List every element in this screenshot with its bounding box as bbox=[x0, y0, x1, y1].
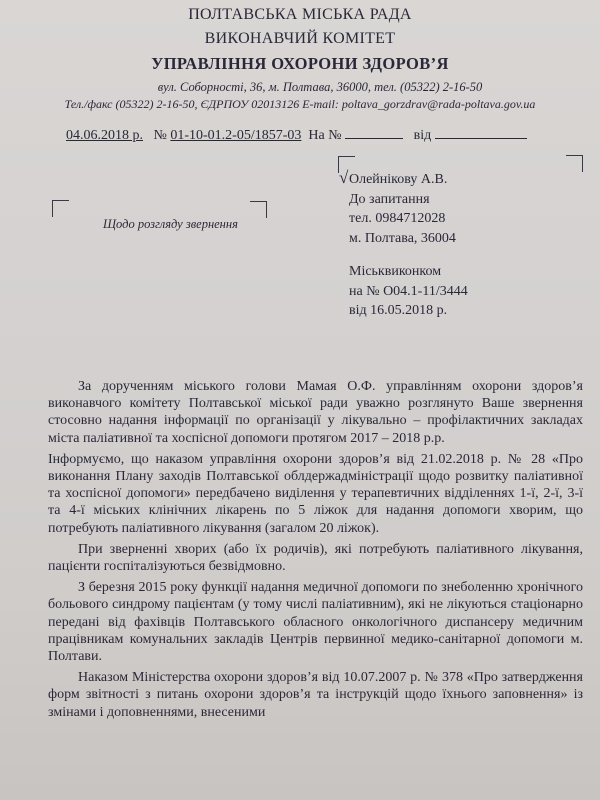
paragraph-4: З березня 2015 року функції надання медичної допомоги по знеболенню хронічного больового синдрому пацієнтам (у тому числі паліативним), які не лікуються стаціонарно передані від фахівців Полтавського обласного онкологічного диспансеру медичним працівникам комунальних закладів Центрів первинної медико-санітарної допомоги м. Полтави. bbox=[48, 580, 583, 665]
recipient-name: Олейнікову А.В. bbox=[349, 172, 448, 187]
letter-body bbox=[48, 378, 583, 725]
letter-date: 04.06.2018 р. bbox=[66, 128, 143, 143]
on-number-label: На № bbox=[308, 128, 342, 143]
from-label: від bbox=[413, 128, 432, 143]
paragraph-3: При зверненні хворих (або їх родичів), які потребують паліативного лікування, пацієнти госпіталізуються безвідмовно. bbox=[48, 541, 583, 575]
paragraph-1: За дорученням міського голови Мамая О.Ф. управлінням охорони здоров’я виконавчого комітету Полтавської міської ради уважно розглянуто Ваше звернення стосовно надання інформації по організації у лікувально – профілактичних закладах міста паліативної та хоспісної допомоги протягом 2017 – 2018 р.р. bbox=[48, 379, 583, 446]
recipient-delivery: До запитання bbox=[349, 191, 430, 207]
from-date-blank bbox=[435, 126, 527, 139]
incoming-org: Міськвиконком bbox=[349, 264, 442, 279]
paragraph-2: Інформуємо, що наказом управління охорони здоров’я від 21.02.2018 р. № 28 «Про виконання Плану заходів Полтавської облдержадміністрації щодо розвитку паліативної та хоспісної допомоги» передбачено виділення у терапевтичних відділеннях 1-ї, 2-ї, 3-ї та 4-ї міських клінічних лікарень по 5 ліжок для надання допомоги хворим, що потребують паліативного лікування (загалом 20 ліжок). bbox=[48, 451, 583, 536]
letter-number: 01-10-01.2-05/1857-03 bbox=[170, 128, 302, 143]
incoming-number: на № О04.1-11/3444 bbox=[349, 283, 468, 299]
address-line: вул. Соборності, 36, м. Полтава, 36000, тел. (05322) 2-16-50 bbox=[157, 80, 483, 94]
recipient-phone: тел. 0984712028 bbox=[349, 211, 446, 226]
incoming-date: від 16.05.2018 р. bbox=[349, 303, 448, 318]
subject-line: Щодо розгляду звернення bbox=[103, 217, 238, 231]
committee-name: ВИКОНАВЧИЙ КОМІТЕТ bbox=[204, 30, 396, 47]
check-mark: √ bbox=[339, 168, 349, 187]
paragraph-5: Наказом Міністерства охорони здоров’я від 10.07.2007 р. № 378 «Про затвердження форм звітності з питань охорони здоров’я та інструкцій щодо їхнього заповнення» із змінами і доповненнями, внесеними bbox=[48, 670, 583, 720]
incoming-block bbox=[349, 262, 468, 321]
on-number-blank bbox=[345, 126, 403, 139]
contacts-line: Тел./факс (05322) 2-16-50, ЄДРПОУ 02013126 E-mail: poltava_gorzdrav@rada-poltava.gov.ua bbox=[64, 97, 536, 111]
recipient-block bbox=[349, 170, 456, 248]
reference-line bbox=[66, 126, 527, 144]
recipient-city: м. Полтава, 36004 bbox=[349, 230, 456, 246]
recipient-corner-right bbox=[566, 155, 583, 172]
subject-corner-left bbox=[52, 200, 69, 217]
number-label: № bbox=[153, 128, 167, 143]
council-name: ПОЛТАВСЬКА МІСЬКА РАДА bbox=[188, 6, 412, 23]
department-name: УПРАВЛІННЯ ОХОРОНИ ЗДОРОВ’Я bbox=[151, 54, 449, 73]
subject-corner-right bbox=[250, 201, 267, 218]
